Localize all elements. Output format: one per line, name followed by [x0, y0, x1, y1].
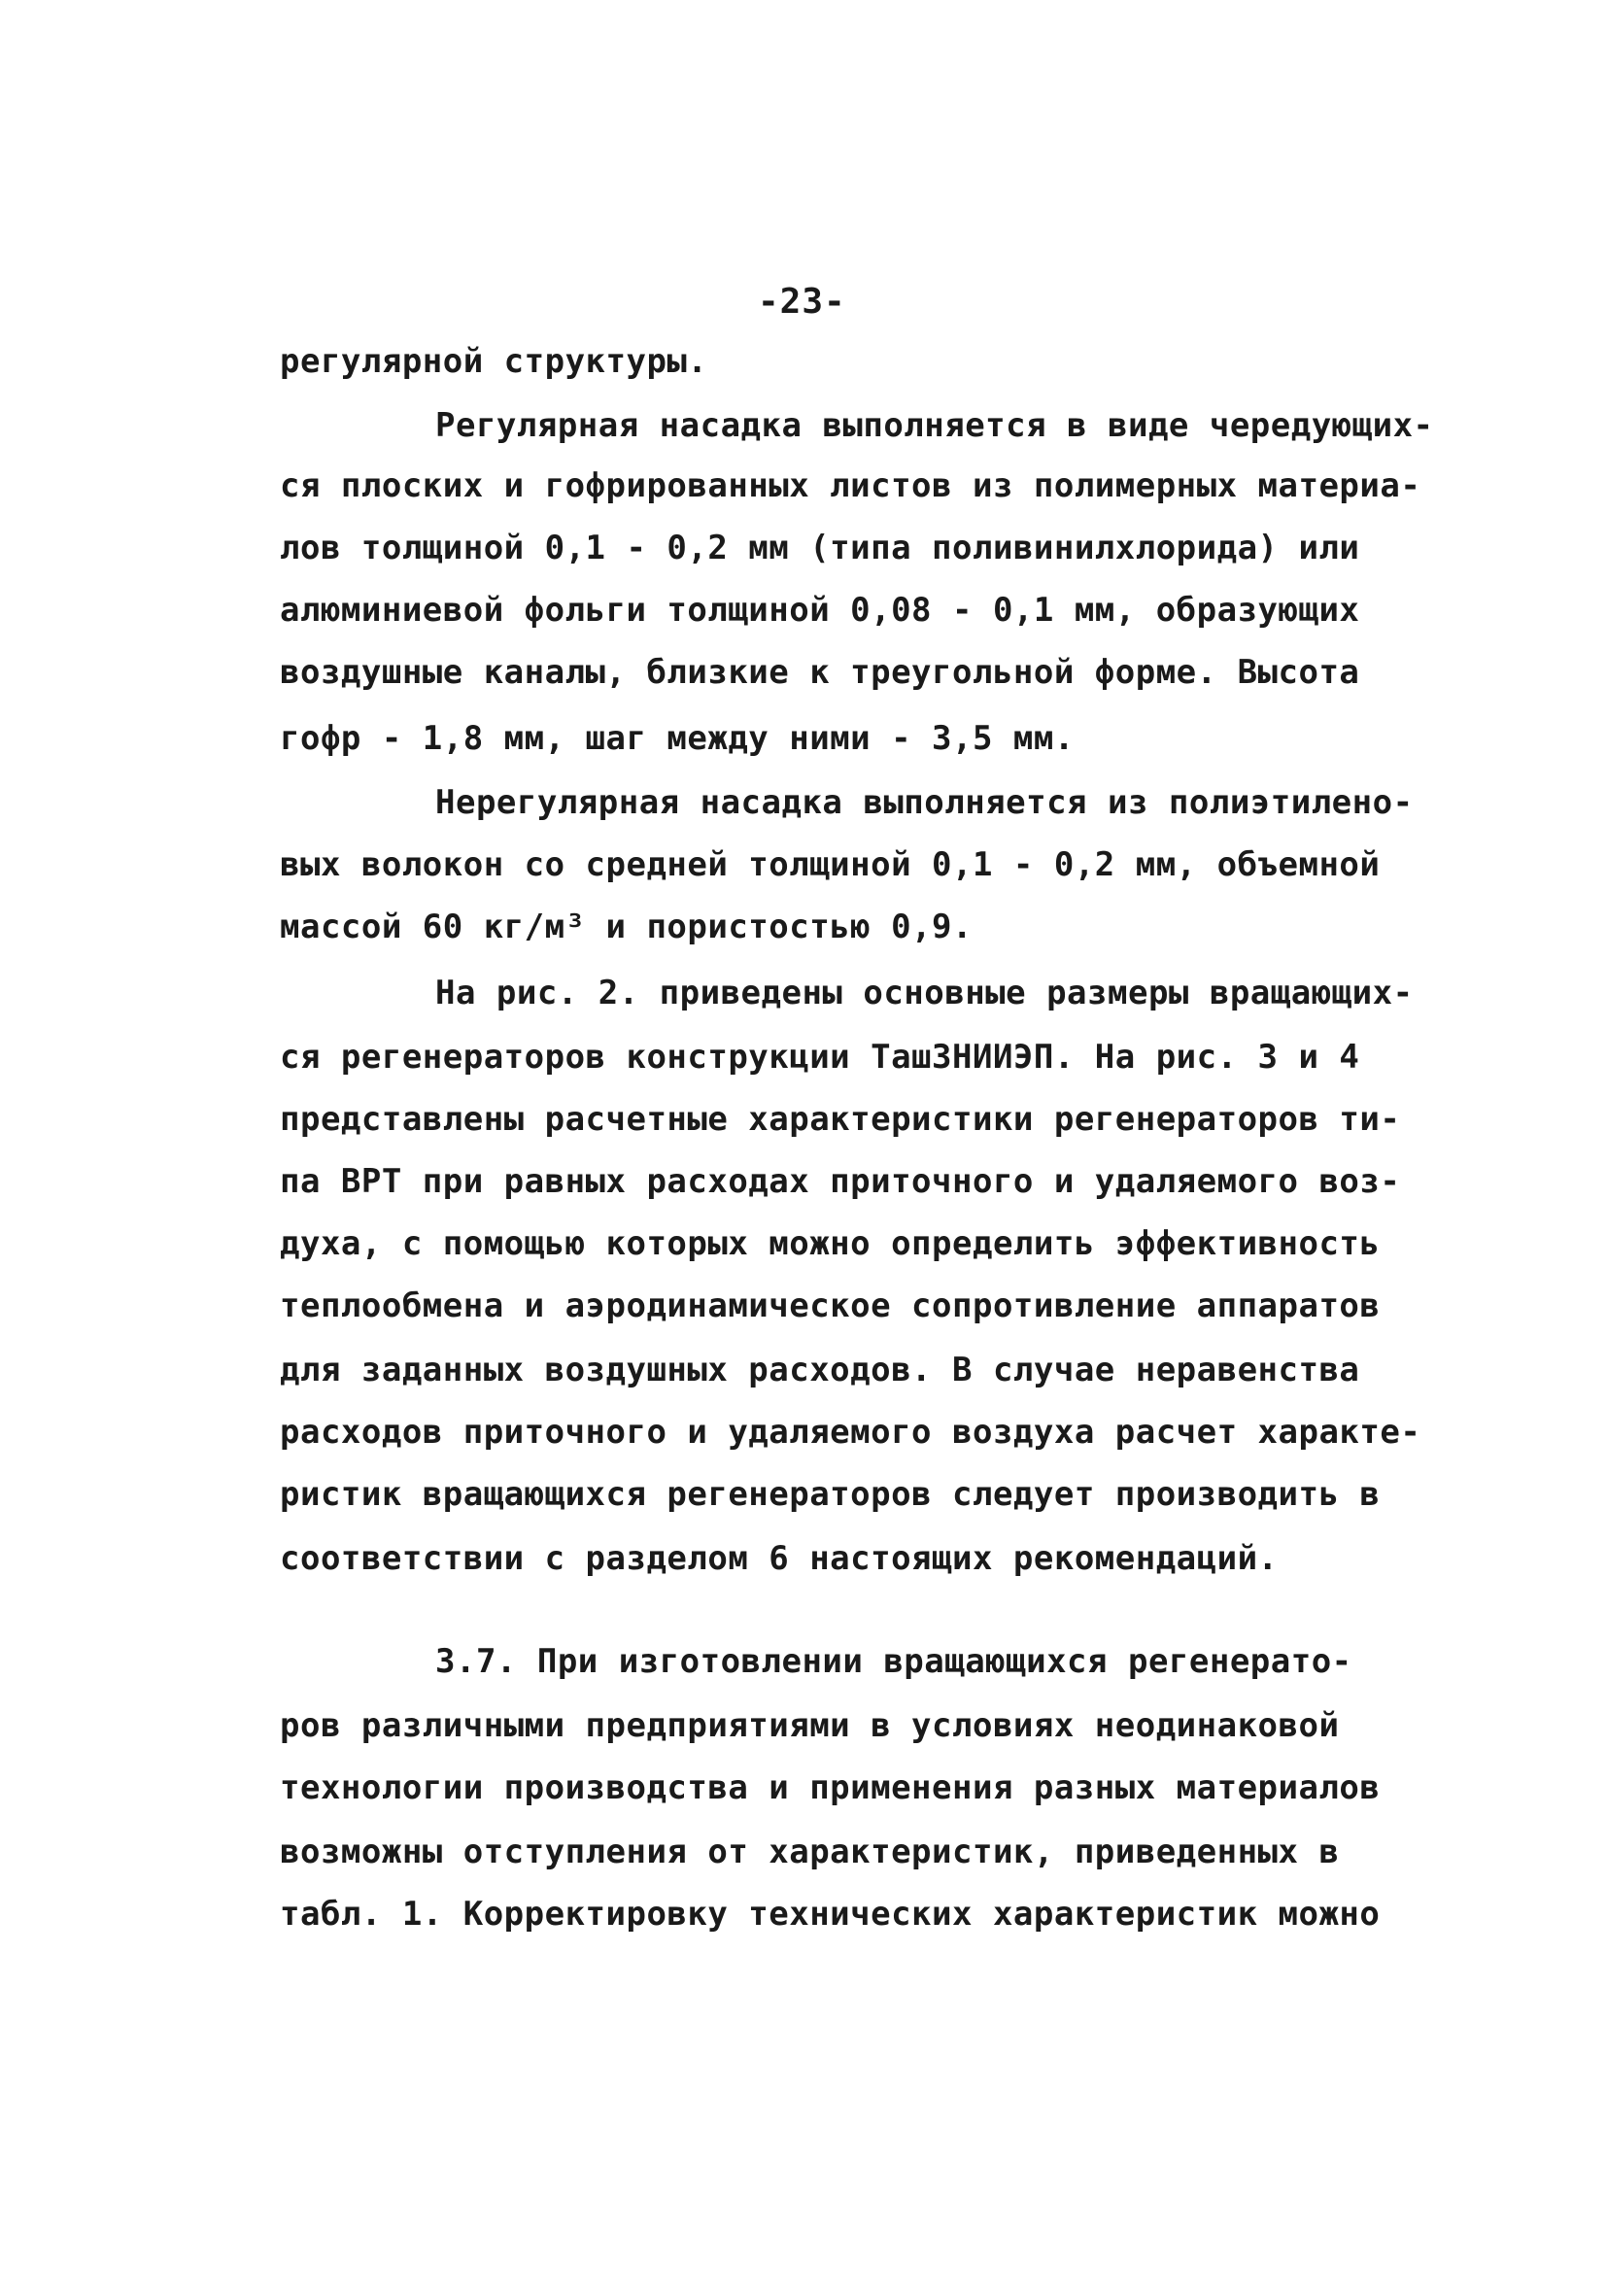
text-line: соответствии с разделом 6 настоящих рекомендаций. [280, 1539, 1279, 1578]
text-line: расходов приточного и удаляемого воздуха расчет характе- [280, 1413, 1421, 1452]
text-line: па ВРТ при равных расходах приточного и удаляемого воз- [280, 1162, 1401, 1201]
text-line: лов толщиной 0,1 - 0,2 мм (типа поливинилхлорида) или [280, 529, 1360, 567]
text-line: теплообмена и аэродинамическое сопротивление аппаратов [280, 1286, 1381, 1325]
text-line: регулярной структуры. [280, 342, 708, 381]
text-line: 3.7. При изготовлении вращающихся регенерато- [435, 1642, 1352, 1681]
text-line: Регулярная насадка выполняется в виде чередующих- [435, 406, 1434, 445]
text-line: гофр - 1,8 мм, шаг между ними - 3,5 мм. [280, 719, 1075, 758]
text-line: духа, с помощью которых можно определить эффективность [280, 1224, 1381, 1263]
text-line: На рис. 2. приведены основные размеры вращающих- [435, 974, 1414, 1012]
text-line: ся регенераторов конструкции ТашЗНИИЭП. На рис. 3 и 4 [280, 1038, 1360, 1077]
text-line: ров различными предприятиями в условиях неодинаковой [280, 1706, 1340, 1745]
text-line: алюминиевой фольги толщиной 0,08 - 0,1 мм, образующих [280, 591, 1360, 630]
text-line: воздушные каналы, близкие к треугольной форме. Высота [280, 653, 1360, 692]
text-line: ристик вращающихся регенераторов следует производить в [280, 1475, 1381, 1514]
text-line: возможны отступления от характеристик, приведенных в [280, 1833, 1340, 1871]
text-line: технологии производства и применения разных материалов [280, 1768, 1381, 1807]
text-line: для заданных воздушных расходов. В случае неравенства [280, 1351, 1360, 1389]
text-line: массой 60 кг/м³ и пористостью 0,9. [280, 908, 973, 946]
text-line: ся плоских и гофрированных листов из полимерных материа- [280, 466, 1421, 505]
page-number: -23- [758, 282, 846, 322]
text-line: табл. 1. Корректировку технических характеристик можно [280, 1895, 1381, 1934]
text-line: Нерегулярная насадка выполняется из полиэтилено- [435, 783, 1414, 822]
text-line: представлены расчетные характеристики регенераторов ти- [280, 1100, 1401, 1139]
text-line: вых волокон со средней толщиной 0,1 - 0,2 мм, объемной [280, 845, 1381, 884]
